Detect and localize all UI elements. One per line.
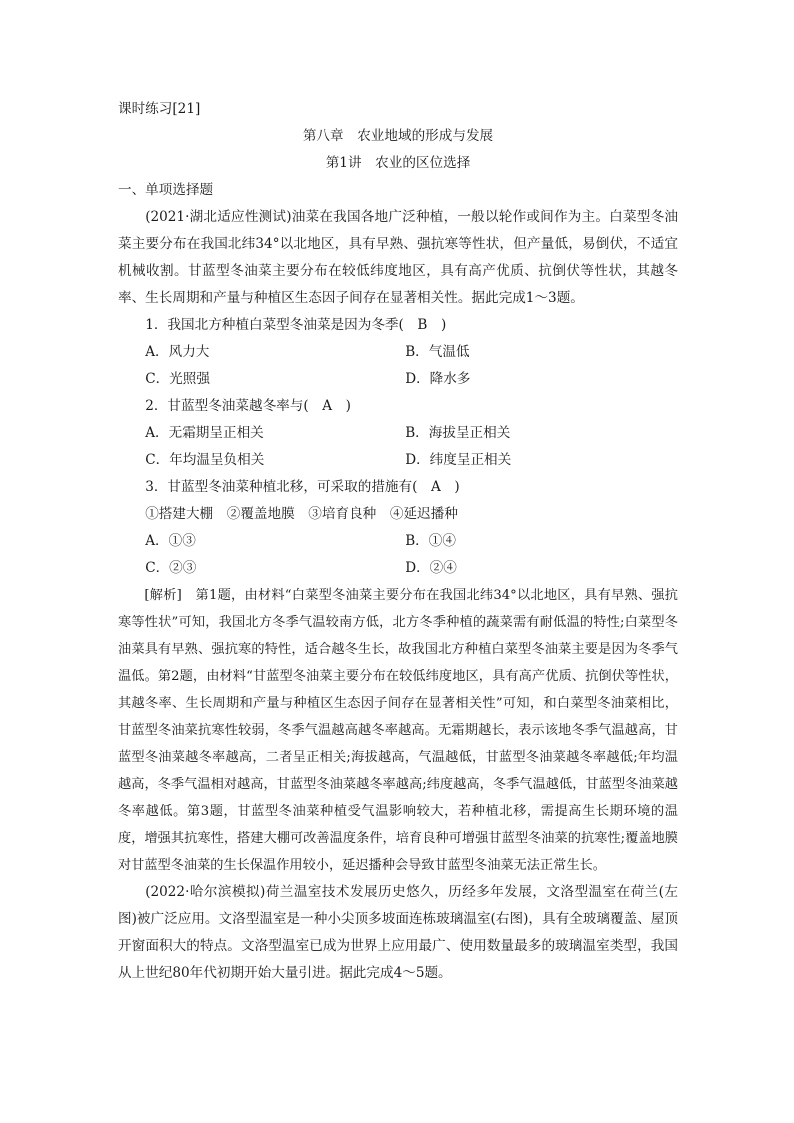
worksheet-page <box>118 96 678 987</box>
question-1 <box>118 312 678 393</box>
material-2: (2022·哈尔滨模拟)荷兰温室技术发展历史悠久，历经多年发展，文洛型温室在荷兰(左图)被广泛应用。文洛型温室是一种小尖顶多坡面连栋玻璃温室(右图)，具有全玻璃覆盖、屋顶开窗面积大的特点。文洛型温室已成为世界上应用最广、使用数量最多的玻璃温室类型，我国从上世纪80年代初期开始大量引进。据此完成4～5题。 <box>118 884 678 981</box>
option-row <box>118 447 678 474</box>
part-heading: 一、单项选择题 <box>118 182 214 198</box>
analysis-text: [解析] 第1题，由材料“白菜型冬油菜主要分布在我国北纬34°以北地区，具有早熟、强抗寒等性状”可知，我国北方冬季气温较南方低，北方冬季种植的蔬菜需有耐低温的特性;白菜型冬油菜具有早熟、强抗寒的特性，适合越冬生长，故我国北方种植白菜型冬油菜主要是因为冬季气温低。第2题，由材料“甘蓝型冬油菜主要分布在较低纬度地区，具有高产优质、抗倒伏等性状，其越冬率、生长周期和产量与种植区生态因子间存在显著相关性”可知，和白菜型冬油菜相比，甘蓝型冬油菜抗寒性较弱，冬季气温越高越冬率越高。无霜期越长，表示该地冬季气温越高，甘蓝型冬油菜越冬率越高，二者呈正相关;海拔越高，气温越低，甘蓝型冬油菜越冬率越低;年均温越高，冬季气温相对越高，甘蓝型冬油菜越冬率越高;纬度越高，冬季气温越低，甘蓝型冬油菜越冬率越低。第3题，甘蓝型冬油菜种植受气温影响较大，若种植北移，需提高生长期环境的温度，增强其抗寒性，搭建大棚可改善温度条件，培育良种可增强甘蓝型冬油菜的抗寒性;覆盖地膜对甘蓝型冬油菜的生长保温作用较小，延迟播种会导致甘蓝型冬油菜无法正常生长。 <box>118 588 678 873</box>
option-b: B．①④ <box>405 533 456 549</box>
material-1: (2021·湖北适应性测试)油菜在我国各地广泛种植，一般以轮作或间作为主。白菜型冬油菜主要分布在我国北纬34°以北地区，具有早熟、强抗寒等性状，但产量低，易倒伏，不适宜机械收割。甘蓝型冬油菜主要分布在较低纬度地区，具有高产优质、抗倒伏等性状，其越冬率、生长周期和产量与种植区生态因子间存在显著相关性。据此完成1～3题。 <box>118 209 678 306</box>
option-d: D．②④ <box>405 560 457 576</box>
section-title: 第1讲 农业的区位选择 <box>325 155 471 171</box>
option-a: A．①③ <box>145 533 196 549</box>
option-a: A．无霜期呈正相关 <box>145 425 264 441</box>
option-d: D．降水多 <box>405 371 471 387</box>
chapter-title: 第八章 农业地域的形成与发展 <box>302 128 494 144</box>
option-b: B．气温低 <box>405 344 470 360</box>
option-c: C．光照强 <box>145 371 210 387</box>
measure-list: ①搭建大棚 ②覆盖地膜 ③培育良种 ④延迟播种 <box>145 506 458 522</box>
option-c: C．②③ <box>145 560 197 576</box>
question-stem: 3．甘蓝型冬油菜种植北移，可采取的措施有( A ) <box>145 479 460 495</box>
option-row <box>118 420 678 447</box>
option-row <box>118 555 678 582</box>
option-row <box>118 528 678 555</box>
option-row <box>118 366 678 393</box>
question-stem: 2．甘蓝型冬油菜越冬率与( A ) <box>145 398 351 414</box>
option-b: B．海拔呈正相关 <box>405 425 511 441</box>
question-2 <box>118 393 678 474</box>
question-3 <box>118 474 678 582</box>
lesson-label: 课时练习[21] <box>118 101 201 117</box>
option-a: A．风力大 <box>145 344 210 360</box>
option-d: D．纬度呈正相关 <box>405 452 512 468</box>
option-row <box>118 339 678 366</box>
question-stem: 1．我国北方种植白菜型冬油菜是因为冬季( B ) <box>145 317 447 333</box>
option-c: C．年均温呈负相关 <box>145 452 265 468</box>
